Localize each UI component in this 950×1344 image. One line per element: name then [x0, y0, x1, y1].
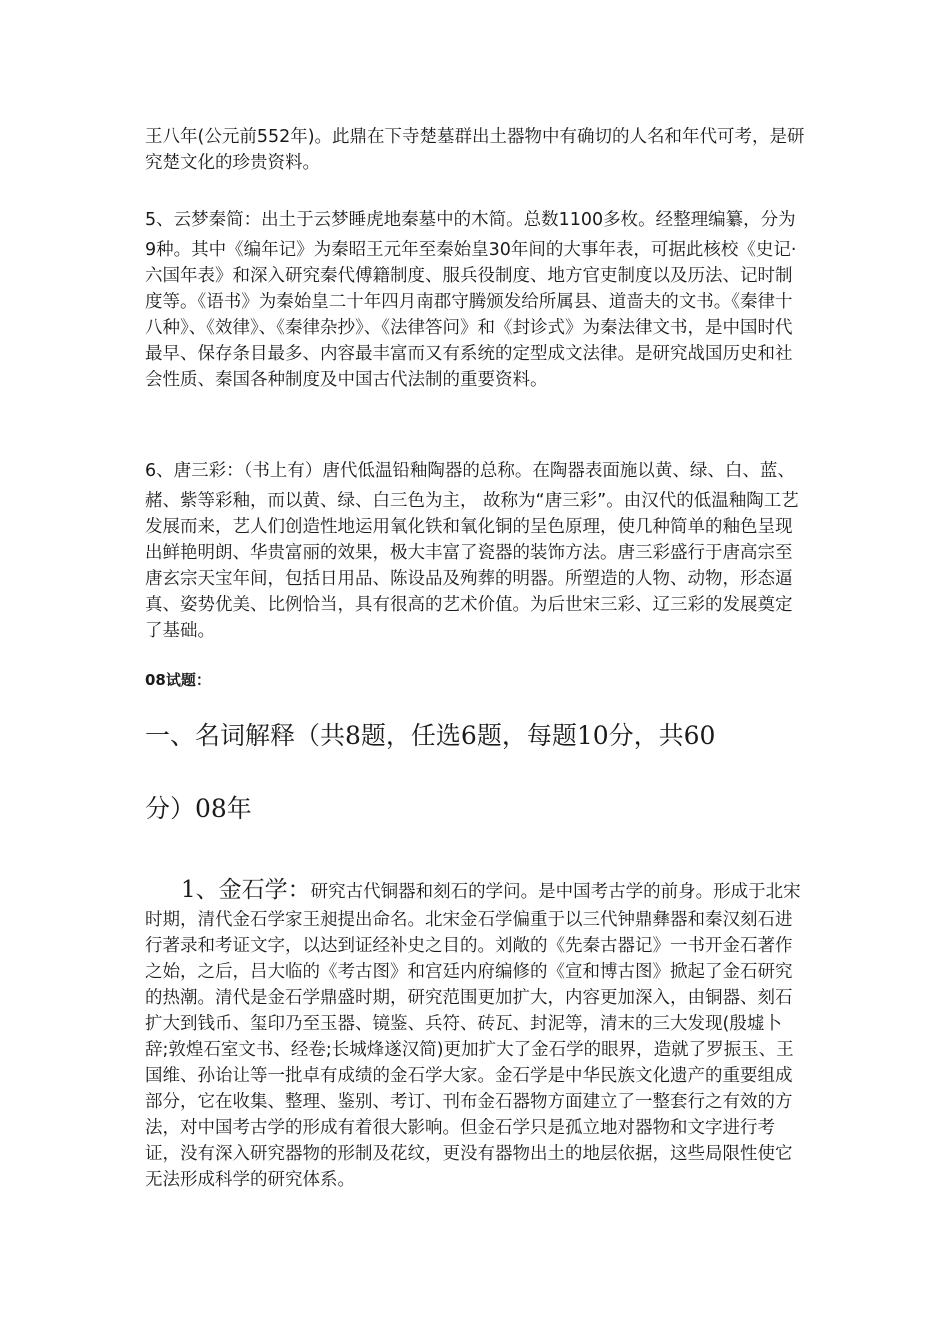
exam-label: 08试题：: [145, 671, 211, 689]
intro-text: 王八年(公元前552年)。此鼎在下寺楚墓群出土器物中有确切的人名和年代可考，是研究楚文化的珍贵资料。: [145, 127, 805, 173]
item-1-body: 研究古代铜器和刻石的学问。是中国考古学的前身。形成于北宋时期，清代金石学家王昶提出命名。北宋金石学偏重于以三代钟鼎彝器和秦汉刻石进行著录和考证文字，以达到证经补史之目的。刘敞的《先秦古器记》一书开金石著作之始，之后，吕大临的《考古图》和宫廷内府编修的《宣和博古图》掀起了金石研究的热潮。清代是金石学鼎盛时期，研究范围更加扩大，内容更加深入，由铜器、刻石扩大到钱币、玺印乃至玉器、镜鉴、兵符、砖瓦、封泥等，清末的三大发现(殷墟卜辞;敦煌石室文书、经卷;长城烽遂汉简)更加扩大了金石学的眼界，造就了罗振玉、王国维、孙诒让等一批卓有成绩的金石学大家。金石学是中华民族文化遗产的重要组成部分，它在收集、整理、鉴别、考订、刊布金石器物方面建立了一整套行之有效的方法，对中国考古学的形成有着很大影响。但金石学只是孤立地对器物和文字进行考证，没有深入研究器物的形制及花纹，更没有器物出土的地层依据，这些局限性使它无法形成科学的研究体系。: [145, 882, 801, 1190]
item-6-body: （书上有）唐代低温铅釉陶器的总称。在陶器表面施以黄、绿、白、蓝、赭、紫等彩釉，而以黄、绿、白三色为主， 故称为“唐三彩”。由汉代的低温釉陶工艺发展而来，艺人们创造性地运用氧化铁和氧化铜的呈色原理，使几种简单的釉色呈现出鲜艳明朗、华贵富丽的效果，极大丰富了瓷器的装饰方法。唐三彩盛行于唐高宗至唐玄宗天宝年间，包括日用品、陈设品及殉葬的明器。所塑造的人物、动物，形态逼真、姿势优美、比例恰当，具有很高的艺术价值。为后世宋三彩、辽三彩的发展奠定了基础。: [145, 461, 799, 641]
section-title-line-2: 分）08年: [145, 794, 252, 823]
item-6-paragraph: [145, 455, 805, 644]
item-5-body: 出土于云梦睡虎地秦墓中的木简。总数1100多枚。经整理编纂，分为9种。其中《编年记》为秦昭王元年至秦始皇30年间的大事年表，可据此核校《史记·六国年表》和深入研究秦代傅籍制度、服兵役制度、地方官吏制度以及历法、记时制度等。《语书》为秦始皇二十年四月南郡守腾颁发给所属县、道啬夫的文书。《秦律十八种》、《效律》、《秦律杂抄》、《法律答问》和《封诊式》为秦法律文书，是中国时代最早、保存条目最多、内容最丰富而又有系统的定型成文法律。是研究战国历史和社会性质、秦国各种制度及中国古代法制的重要资料。: [145, 210, 797, 390]
item-5-paragraph: [145, 204, 805, 393]
item-6-heading: 6、唐三彩：: [145, 461, 244, 481]
item-1-heading: 1、金石学：: [181, 877, 311, 903]
intro-paragraph: [145, 124, 805, 176]
item-5-heading: 5、云梦秦简：: [145, 210, 262, 230]
item-1-paragraph: [145, 873, 805, 1193]
section-title-line-1: 一、名词解释（共8题，任选6题，每题10分，共60: [145, 721, 716, 750]
